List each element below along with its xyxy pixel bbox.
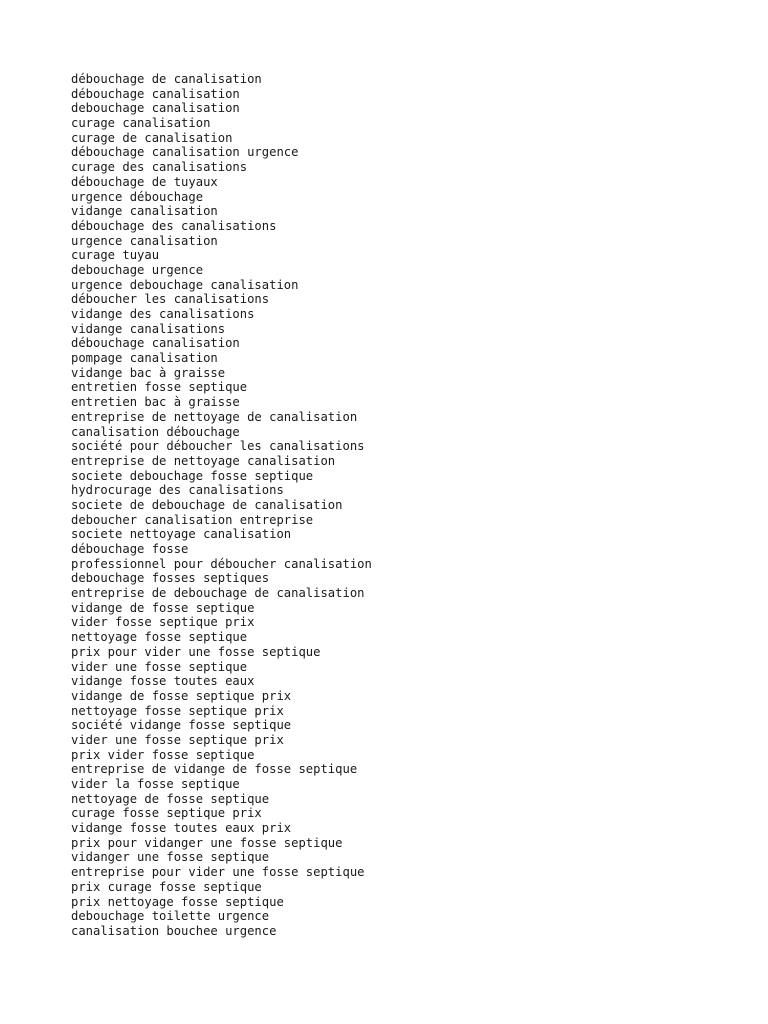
keyword-line: canalisation débouchage <box>71 424 240 439</box>
keyword-line: vider la fosse septique <box>71 777 240 791</box>
keyword-line: societe debouchage fosse septique <box>71 468 314 483</box>
keyword-line: debouchage fosses septiques <box>71 571 270 586</box>
keyword-list <box>71 72 372 939</box>
keyword-line: prix vider fosse septique <box>71 747 255 762</box>
keyword-line: prix curage fosse septique <box>71 879 262 894</box>
keyword-line: debouchage canalisation <box>71 101 240 116</box>
keyword-line: vidange canalisation <box>71 204 218 219</box>
keyword-line: societe de debouchage de canalisation <box>71 497 343 512</box>
keyword-line: prix nettoyage fosse septique <box>71 894 284 909</box>
keyword-line: prix pour vider une fosse septique <box>71 644 321 659</box>
keyword-line: débouchage canalisation <box>71 86 240 101</box>
keyword-line: société vidange fosse septique <box>71 718 292 733</box>
keyword-line: curage tuyau <box>71 248 160 263</box>
keyword-line: vider une fosse septique <box>71 659 248 674</box>
keyword-line: prix pour vidanger une fosse septique <box>71 835 343 850</box>
keyword-line: societe nettoyage canalisation <box>71 527 292 542</box>
keyword-line: hydrocurage des canalisations <box>71 483 284 498</box>
keyword-line: curage fosse septique prix <box>71 806 262 821</box>
keyword-line: déboucher les canalisations <box>71 292 270 307</box>
keyword-line: entretien bac à graisse <box>71 395 240 410</box>
keyword-line: débouchage de canalisation <box>71 72 262 86</box>
keyword-line: debouchage toilette urgence <box>71 909 270 924</box>
keyword-line: nettoyage fosse septique prix <box>71 703 284 718</box>
keyword-line: pompage canalisation <box>71 351 218 366</box>
keyword-line: vider une fosse septique prix <box>71 732 284 747</box>
keyword-line: entretien fosse septique <box>71 380 248 395</box>
keyword-line: débouchage canalisation urgence <box>71 145 299 160</box>
keyword-line: urgence debouchage canalisation <box>71 277 299 292</box>
keyword-line: urgence débouchage <box>71 189 204 204</box>
keyword-line: nettoyage de fosse septique <box>71 791 270 806</box>
keyword-line: débouchage fosse <box>71 542 189 556</box>
keyword-line: entreprise de vidange de fosse septique <box>71 762 358 777</box>
keyword-line: vidange bac à graisse <box>71 365 226 380</box>
keyword-line: nettoyage fosse septique <box>71 630 248 645</box>
keyword-line: canalisation bouchee urgence <box>71 923 277 938</box>
keyword-line: entreprise de nettoyage de canalisation <box>71 409 358 424</box>
keyword-line: curage des canalisations <box>71 160 248 175</box>
keyword-line: vidanger une fosse septique <box>71 850 270 865</box>
keyword-line: vidange fosse toutes eaux prix <box>71 821 292 836</box>
keyword-line: société pour déboucher les canalisations <box>71 439 365 454</box>
keyword-line: débouchage de tuyaux <box>71 174 218 189</box>
keyword-line: entreprise de debouchage de canalisation <box>71 586 365 601</box>
keyword-line: urgence canalisation <box>71 233 218 248</box>
keyword-line: vidange de fosse septique <box>71 600 255 615</box>
keyword-line: vidange canalisations <box>71 321 226 336</box>
keyword-line: vidange de fosse septique prix <box>71 688 292 703</box>
keyword-line: deboucher canalisation entreprise <box>71 512 314 527</box>
keyword-line: debouchage urgence <box>71 262 204 277</box>
keyword-line: entreprise de nettoyage canalisation <box>71 453 336 468</box>
keyword-line: débouchage canalisation <box>71 336 240 351</box>
keyword-line: professionnel pour déboucher canalisation <box>71 556 372 571</box>
keyword-line: curage canalisation <box>71 116 211 131</box>
keyword-line: vidange fosse toutes eaux <box>71 674 255 689</box>
keyword-line: vider fosse septique prix <box>71 615 255 630</box>
keyword-line: curage de canalisation <box>71 130 233 145</box>
keyword-line: vidange des canalisations <box>71 307 255 321</box>
keyword-line: entreprise pour vider une fosse septique <box>71 865 365 880</box>
keyword-line: débouchage des canalisations <box>71 218 277 233</box>
